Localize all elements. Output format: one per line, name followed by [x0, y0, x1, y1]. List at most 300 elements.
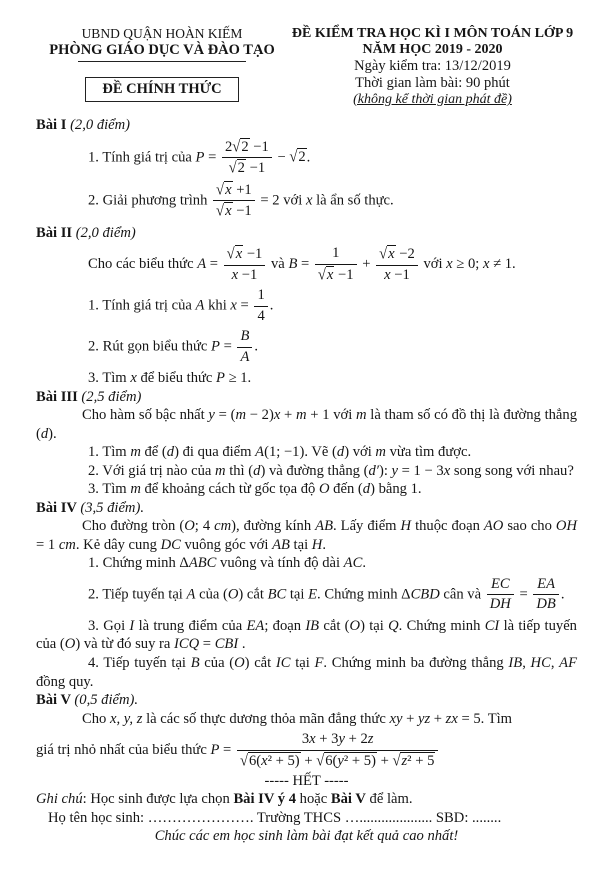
text-run: AB: [272, 536, 290, 553]
text-run: HC: [530, 654, 551, 671]
text-run: Ghi chú: [36, 791, 83, 808]
radical-icon: √: [317, 265, 326, 284]
radical-icon: √: [392, 751, 401, 770]
text-run: ) và từ đó suy ra: [75, 636, 175, 653]
exam-title-line1: ĐỀ KIỂM TRA HỌC KÌ I MÔN TOÁN LỚP 9: [291, 26, 574, 41]
sqrt: [240, 753, 301, 769]
text-run: . Chứng minh ba đường thẳng: [323, 654, 509, 671]
org-name-line2: PHÒNG GIÁO DỤC VÀ ĐÀO TẠO: [49, 42, 275, 58]
radical-icon: √: [239, 751, 248, 770]
end-marker: [36, 773, 577, 790]
text-run: P: [210, 741, 220, 758]
text-run: ) với: [344, 444, 376, 461]
numerator: [213, 181, 255, 202]
text-run: ) và đường thẳng (: [260, 462, 369, 479]
text-run: Bài IV: [36, 499, 81, 516]
numerator: [224, 245, 266, 266]
text-run: thuộc đoạn: [411, 518, 484, 535]
text-run: O: [318, 481, 330, 498]
radicand: [248, 752, 301, 770]
text-run: 2. Giải phương trình: [88, 191, 212, 208]
text-run: +: [280, 407, 296, 424]
exam-body: [36, 116, 577, 770]
text-run: O: [349, 617, 361, 634]
text-run: +: [402, 710, 418, 727]
text-run: (2,5 điểm): [81, 388, 142, 405]
text-run: . Kẻ dây cung: [75, 536, 161, 553]
text-run: ICQ: [174, 636, 200, 653]
text-run: y: [338, 731, 345, 748]
text-run: A: [186, 586, 196, 603]
text-run: ; 4: [194, 518, 215, 535]
text-run: EC: [490, 575, 510, 592]
text-run: =: [219, 338, 236, 355]
radicand: [237, 159, 246, 177]
text-run: của (: [199, 654, 235, 671]
text-run: x: [446, 255, 453, 272]
text-run: x: [305, 191, 313, 208]
text-run: (2,0 điểm): [75, 224, 136, 241]
text-run: ² + 5: [407, 752, 435, 769]
sqrt: [232, 139, 249, 155]
section3-item3: [36, 480, 577, 499]
sqrt: [316, 753, 377, 769]
text-run: .: [254, 338, 259, 355]
text-run: O: [227, 586, 239, 603]
text-run: ):: [378, 462, 392, 479]
text-run: Cho đường tròn (: [82, 518, 185, 535]
section2-item2: [36, 328, 577, 366]
text-run: E: [308, 586, 318, 603]
org-name-line1: UBND QUẬN HOÀN KIẾM: [81, 26, 243, 41]
section3-heading: [36, 388, 577, 407]
text-run: −1: [390, 266, 410, 283]
fraction: [374, 245, 420, 284]
text-run: zx: [445, 710, 458, 727]
text-run: DH: [489, 596, 511, 613]
fraction: [235, 731, 440, 770]
sqrt: [216, 182, 233, 198]
text-run: + 3: [315, 731, 339, 748]
text-run: để (: [140, 444, 167, 461]
numerator: [237, 328, 252, 348]
text-run: để làm.: [365, 791, 413, 808]
text-run: x: [388, 246, 395, 263]
section4-item1: [36, 554, 577, 573]
radical-icon: √: [289, 148, 298, 166]
fraction: [211, 181, 257, 221]
text-run: −2: [395, 246, 415, 263]
text-run: ,: [522, 654, 531, 671]
section3-item1: [36, 443, 577, 462]
text-run: x: [225, 203, 232, 220]
text-run: −1: [334, 266, 354, 283]
text-run: H: [400, 518, 412, 535]
text-run: : Học sinh được lựa chọn: [82, 791, 234, 808]
text-run: 2: [298, 148, 306, 165]
text-run: Chúc các em học sinh làm bài đạt kết quả cao nhất!: [154, 827, 459, 844]
text-run: thì (: [225, 462, 254, 479]
text-run: x: [384, 266, 391, 283]
text-run: 1. Tính giá trị của: [88, 148, 196, 165]
text-run: cắt (: [319, 617, 350, 634]
numerator: [237, 731, 438, 751]
text-run: . Lấy điểm: [333, 518, 401, 535]
text-run: Bài V: [36, 692, 75, 709]
text-run: khi: [204, 297, 231, 314]
text-run: ≥ 0;: [452, 255, 483, 272]
text-run: B: [240, 328, 250, 345]
text-run: x: [443, 462, 451, 479]
text-run: = (: [214, 407, 236, 424]
text-run: ).: [48, 425, 57, 442]
text-run: ; đoạn: [264, 617, 306, 634]
fraction: [313, 245, 359, 284]
text-run: CBD: [410, 586, 440, 603]
section4-intro: [36, 517, 577, 554]
text-run: là ẩn số thực.: [312, 191, 394, 208]
text-run: Cho các biểu thức: [88, 255, 198, 272]
text-run: d: [166, 444, 175, 461]
numerator: [222, 138, 272, 159]
text-run: AF: [559, 654, 578, 671]
fraction: [222, 245, 268, 284]
text-run: (0,5 điểm).: [74, 692, 139, 709]
page-header: [36, 26, 577, 108]
text-run: −1: [232, 203, 252, 220]
radical-icon: √: [316, 751, 325, 770]
text-run: +: [358, 255, 375, 272]
text-run: z: [401, 752, 408, 769]
denominator: [315, 265, 357, 285]
text-run: 3. Gọi: [88, 617, 130, 634]
text-run: sao cho: [503, 518, 556, 535]
exam-note-line: (không kể thời gian phát đề): [353, 92, 512, 107]
sqrt: [227, 246, 244, 262]
text-run: cm: [214, 518, 232, 535]
text-run: =: [219, 741, 235, 758]
text-run: tại: [286, 586, 309, 603]
radical-icon: √: [379, 245, 388, 263]
section3-intro: [36, 406, 577, 443]
text-run: x: [309, 731, 316, 748]
text-run: hoặc: [296, 791, 331, 808]
text-run: ), đường kính: [231, 518, 316, 535]
text-run: vuông góc với: [180, 536, 273, 553]
text-run: x: [235, 246, 243, 263]
text-run: EA: [246, 617, 265, 634]
text-run: OH: [555, 518, 577, 535]
denominator: [224, 266, 266, 285]
text-run: là tiếp tuyến của (: [36, 617, 577, 653]
text-run: y: [208, 407, 215, 424]
text-run: Bài IV ý 4: [233, 791, 297, 808]
text-run: ----- HẾT -----: [264, 773, 349, 790]
denominator: [213, 201, 255, 221]
text-run: (3,5 điểm).: [80, 499, 144, 516]
fraction: [235, 328, 254, 366]
text-run: O: [234, 654, 245, 671]
section5-heading: [36, 691, 577, 710]
text-run: x: [482, 255, 490, 272]
text-run: đến (: [329, 481, 363, 498]
text-run: 6(: [325, 752, 338, 769]
text-run: = 1: [36, 536, 59, 553]
radicand: [240, 138, 249, 156]
numerator: [533, 576, 558, 596]
text-run: A: [255, 444, 265, 461]
header-left-column: [36, 26, 288, 108]
text-run: x, y, z: [109, 710, 143, 727]
text-run: song song với nhau?: [450, 462, 574, 479]
text-run: (2,0 điểm): [70, 117, 131, 133]
text-run: (1; −1). Vẽ (: [264, 444, 337, 461]
text-run: AO: [483, 518, 504, 535]
text-run: 2: [237, 160, 245, 177]
text-run: + 1 với: [306, 407, 357, 424]
radical-icon: √: [216, 180, 225, 199]
text-run: A: [240, 348, 250, 365]
fraction: [531, 576, 560, 614]
radicand: [387, 245, 395, 263]
org-underline: [78, 61, 246, 62]
text-run: z: [367, 731, 374, 748]
section3-item2: [36, 462, 577, 481]
text-run: O: [184, 518, 195, 535]
sqrt: [289, 149, 306, 165]
sqrt: [379, 246, 396, 262]
text-run: vuông và tính độ dài: [216, 555, 344, 572]
text-run: và: [267, 255, 289, 272]
text-run: I: [129, 617, 135, 634]
text-run: là tham số có đồ thị là đường thẳng (: [36, 407, 577, 442]
text-run: BC: [267, 586, 287, 603]
text-run: d′: [368, 462, 379, 479]
radicand: [235, 245, 243, 263]
official-exam-box: ĐỀ CHÍNH THỨC: [85, 77, 238, 102]
text-run: ) tại: [360, 617, 389, 634]
text-run: với: [419, 255, 447, 272]
text-run: AC: [343, 555, 363, 572]
text-run: 2: [241, 138, 249, 155]
text-run: d: [336, 444, 345, 461]
text-run: tại: [290, 654, 315, 671]
text-run: 4. Tiếp tuyến tại: [88, 654, 191, 671]
fraction: [252, 287, 269, 325]
denominator: [237, 348, 252, 367]
text-run: B: [288, 255, 298, 272]
sqrt: [318, 267, 335, 283]
text-run: P: [211, 338, 220, 355]
text-run: ≥ 1.: [224, 370, 252, 387]
text-run: đồng quy.: [36, 673, 94, 690]
radical-icon: √: [228, 159, 237, 177]
exam-duration-line: Thời gian làm bài: 90 phút: [355, 75, 510, 91]
text-run: −1: [245, 160, 266, 177]
text-run: P: [216, 370, 225, 387]
text-run: P: [195, 148, 205, 165]
text-run: ABC: [188, 555, 217, 572]
text-run: .: [560, 586, 565, 603]
text-run: ) cắt: [238, 586, 268, 603]
radical-icon: √: [226, 245, 235, 263]
text-run: + 2: [344, 731, 368, 748]
text-run: giá trị nhỏ nhất của biểu thức: [36, 741, 211, 758]
text-run: là các số thực dương thỏa mãn đẳng thức: [142, 710, 390, 727]
text-run: .: [238, 636, 246, 653]
fraction: [220, 138, 274, 178]
text-run: 1. Tìm: [88, 444, 131, 461]
radical-icon: √: [216, 202, 225, 220]
text-run: vừa tìm được.: [385, 444, 472, 461]
section2-item1: [36, 287, 577, 325]
text-run: A: [195, 297, 205, 314]
text-run: =: [297, 255, 313, 272]
text-run: ) bằng 1.: [370, 481, 422, 498]
text-run: Cho hàm số bậc nhất: [82, 407, 209, 424]
text-run: 3: [301, 731, 310, 748]
text-run: 2: [225, 138, 233, 155]
text-run: . Chứng minh Δ: [317, 586, 411, 603]
sqrt: [216, 203, 233, 219]
section2-heading: [36, 224, 577, 243]
text-run: ≠ 1.: [489, 255, 516, 272]
section1-item2: [36, 181, 577, 221]
text-run: − 2): [246, 407, 274, 424]
text-run: = 5. Tìm: [457, 710, 513, 727]
text-run: y: [391, 462, 399, 479]
text-run: ² + 5): [343, 752, 376, 769]
text-run: Họ tên học sinh: …………………. Trường THCS ….................... SBD: ........: [48, 809, 502, 826]
text-run: xy: [389, 710, 403, 727]
text-run: ) đi qua điểm: [174, 444, 256, 461]
text-run: ² + 5): [267, 752, 300, 769]
text-run: AB: [315, 518, 333, 535]
text-run: EA: [537, 575, 556, 592]
text-run: =: [515, 586, 532, 603]
text-run: = 1 − 3: [398, 462, 444, 479]
radicand: [400, 752, 435, 770]
text-run: 1: [332, 245, 340, 262]
denominator: [237, 751, 438, 771]
text-run: +1: [232, 181, 252, 198]
text-run: là trung điểm của: [134, 617, 247, 634]
text-run: x: [261, 752, 268, 769]
text-run: d: [362, 481, 371, 498]
radicand: [324, 752, 377, 770]
text-run: O: [64, 636, 76, 653]
exam-title-line2: NĂM HỌC 2019 - 2020: [362, 42, 503, 57]
text-run: cân và: [439, 586, 485, 603]
text-run: cm: [58, 536, 76, 553]
text-run: x: [225, 181, 232, 198]
text-run: ,: [550, 654, 560, 671]
text-run: −1: [238, 266, 258, 283]
text-run: 4: [257, 307, 265, 324]
text-run: .: [306, 148, 311, 165]
text-run: ) cắt: [244, 654, 276, 671]
text-run: CI: [484, 617, 500, 634]
text-run: = 2 với: [256, 191, 306, 208]
text-run: của (: [195, 586, 228, 603]
text-run: =: [206, 255, 222, 272]
numerator: [254, 287, 267, 307]
text-run: H: [311, 536, 323, 553]
text-run: m: [356, 407, 367, 424]
radicand: [224, 181, 232, 199]
text-run: d: [40, 425, 49, 442]
section2-item3: [36, 369, 577, 388]
text-run: =: [236, 297, 253, 314]
header-right-column: [288, 26, 577, 108]
text-run: .: [362, 555, 366, 572]
text-run: m: [130, 481, 141, 498]
numerator: [487, 576, 514, 596]
text-run: +: [376, 752, 393, 769]
text-run: x: [326, 266, 334, 283]
radicand: [297, 148, 306, 166]
text-run: IB: [508, 654, 523, 671]
text-run: +: [300, 752, 317, 769]
text-run: +: [430, 710, 446, 727]
text-run: m: [235, 407, 246, 424]
note-line: [36, 790, 577, 809]
section5-formula: [36, 731, 577, 770]
text-run: Bài V: [330, 791, 366, 808]
text-run: Cho: [82, 710, 110, 727]
text-run: d: [253, 462, 261, 479]
page-footer: [36, 773, 577, 845]
text-run: IB: [305, 617, 320, 634]
exam-date-line: Ngày kiểm tra: 13/12/2019: [354, 58, 511, 74]
section1-heading: [36, 116, 577, 135]
text-run: Bài II: [36, 224, 76, 241]
text-run: =: [199, 636, 215, 653]
text-run: B: [190, 654, 200, 671]
text-run: F: [314, 654, 324, 671]
radicand: [224, 202, 232, 220]
text-run: 1. Tính giá trị của: [88, 297, 196, 314]
denominator: [254, 307, 267, 326]
text-run: DC: [160, 536, 181, 553]
text-run: IC: [275, 654, 291, 671]
section4-item4: [36, 654, 577, 691]
text-run: 1. Chứng minh Δ: [88, 555, 189, 572]
text-run: 6(: [248, 752, 262, 769]
text-run: −1: [243, 246, 263, 263]
text-run: x: [230, 297, 237, 314]
text-run: 2. Rút gọn biểu thức: [88, 338, 212, 355]
text-run: m: [130, 444, 141, 461]
text-run: m: [296, 407, 307, 424]
text-run: −: [273, 148, 290, 165]
text-run: Q: [388, 617, 399, 634]
text-run: =: [204, 148, 220, 165]
text-run: . Chứng minh: [398, 617, 485, 634]
text-run: để khoảng cách từ gốc tọa độ: [140, 481, 319, 498]
text-run: y: [337, 752, 344, 769]
text-run: .: [269, 297, 274, 314]
text-run: 2. Tiếp tuyến tại: [88, 586, 187, 603]
text-run: DB: [536, 596, 556, 613]
fraction: [485, 576, 516, 614]
text-run: A: [197, 255, 207, 272]
denominator: [222, 158, 272, 178]
numerator: [376, 245, 418, 266]
sqrt: [229, 160, 246, 176]
text-run: Bài I: [36, 117, 71, 133]
text-run: 3. Tìm: [88, 481, 131, 498]
